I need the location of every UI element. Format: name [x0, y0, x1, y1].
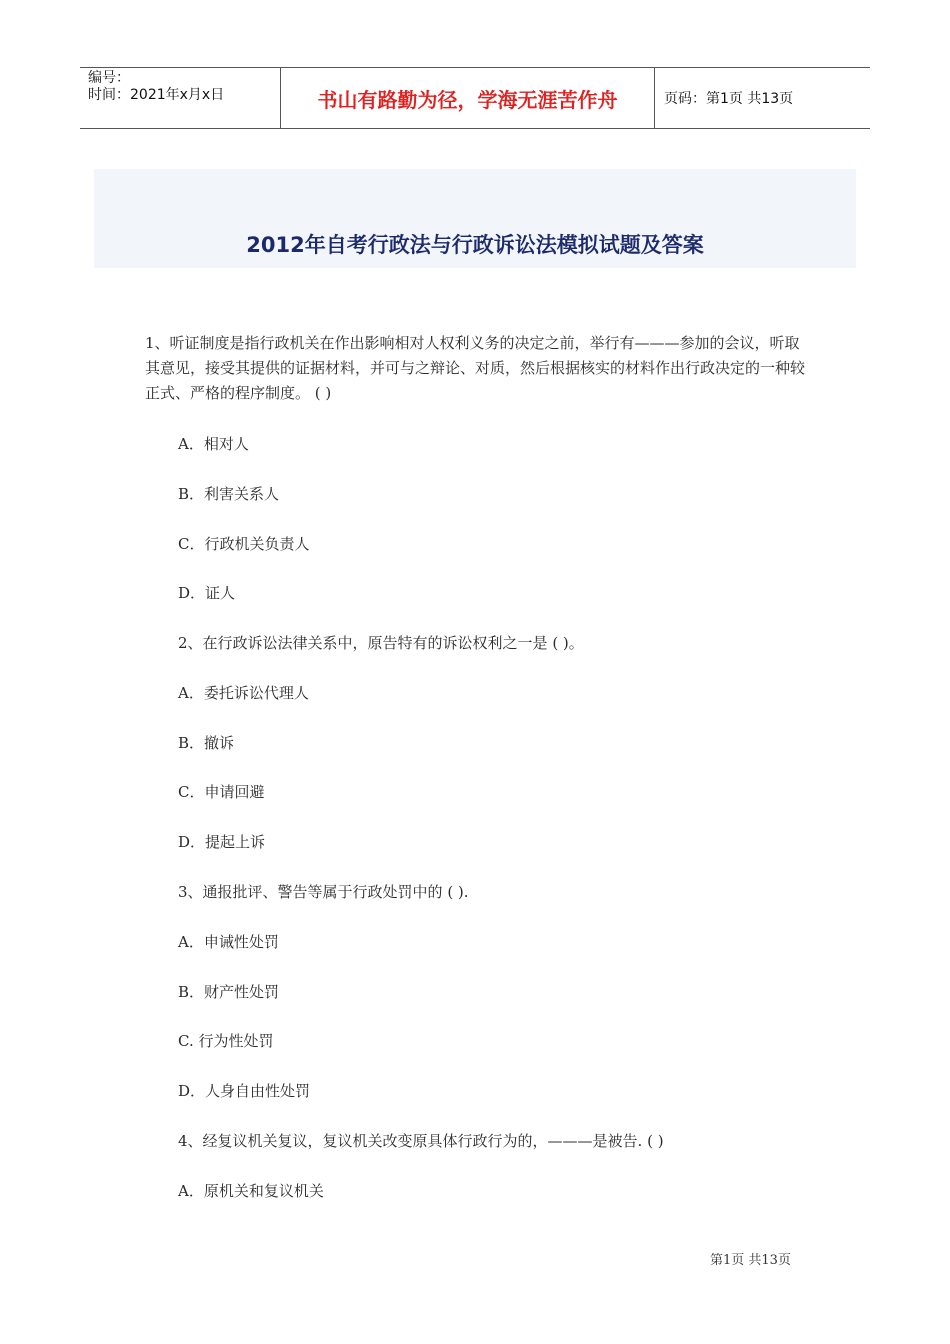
question-3-option-a: A．申诫性处罚	[178, 933, 279, 951]
question-4-text: 4、经复议机关复议，复议机关改变原具体行政行为的，———是被告. ( )	[178, 1132, 664, 1150]
question-2-option-c: C．申请回避	[178, 783, 265, 801]
header-info-cell	[80, 68, 281, 128]
title-band	[94, 169, 856, 268]
question-1-text: 1、听证制度是指行政机关在作出影响相对人权利义务的决定之前，举行有———参加的会议，听取其意见，接受其提供的证据材料，并可与之辩论、对质，然后根据核实的材料作出行政决定的一种较正式、严格的程序制度。 ( )	[145, 334, 806, 402]
header-table	[80, 67, 870, 129]
motto: 书山有路勤为径，学海无涯苦作舟	[281, 68, 655, 128]
question-3-option-b: B．财产性处罚	[178, 983, 280, 1001]
question-2-option-d: D．提起上诉	[178, 833, 266, 851]
question-3-option-d: D．人身自由性处罚	[178, 1082, 311, 1100]
question-1-option-c: C．行政机关负责人	[178, 535, 310, 553]
question-3-text: 3、通报批评、警告等属于行政处罚中的 ( ).	[178, 883, 469, 901]
number-label: 编号：	[88, 70, 130, 86]
document-title: 2012年自考行政法与行政诉讼法模拟试题及答案	[246, 233, 704, 257]
question-1-option-a: A．相对人	[178, 435, 249, 453]
question-1-option-b: B．利害关系人	[178, 485, 280, 503]
question-3-option-c: C. 行为性处罚	[178, 1032, 274, 1050]
question-4-option-a: A．原机关和复议机关	[178, 1182, 324, 1200]
page-label: 页码：第1页 共13页	[664, 91, 794, 107]
time-label: 时间：2021年x月x日	[88, 87, 225, 103]
page-footer: 第1页 共13页	[710, 1253, 791, 1268]
question-2-text: 2、在行政诉讼法律关系中，原告特有的诉讼权利之一是 ( )。	[178, 634, 584, 652]
question-2-option-b: B．撤诉	[178, 734, 235, 752]
question-2-option-a: A．委托诉讼代理人	[178, 684, 309, 702]
question-1-option-d: D．证人	[178, 584, 236, 602]
